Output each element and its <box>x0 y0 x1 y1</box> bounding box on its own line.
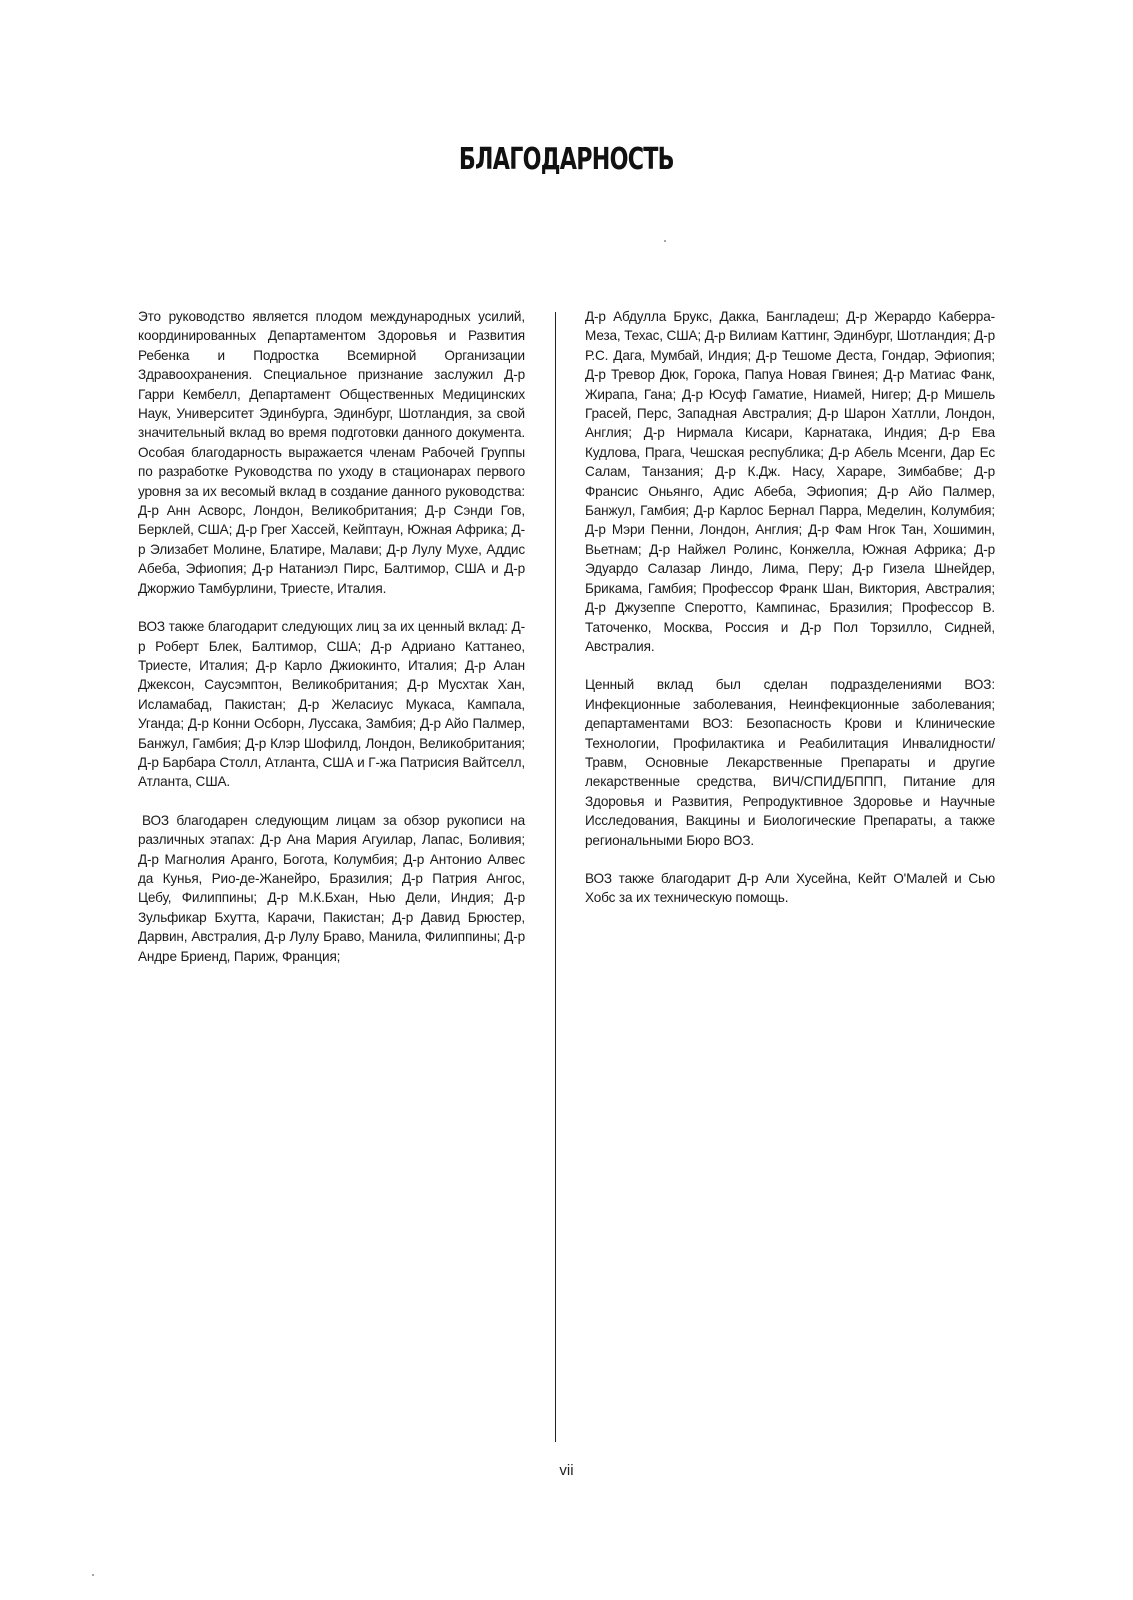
left-column <box>138 307 525 985</box>
scan-speck <box>664 240 666 242</box>
paragraph-who-units: Ценный вклад был сделан подразделениями ВОЗ: Инфекционные заболевания, Неинфекционные заболевания; департаментами ВОЗ: Безопасность Крови и Клинические Технологии, Профилактика и Реабилитация Инвалидности/Травм, Основные Лекарственные Препараты и другие лекарственные средства, ВИЧ/СПИД/БППП, Питание для Здоровья и Развития, Репродуктивное Здоровье и Научные Исследования, Вакцины и Биологические Препараты, а также региональными Бюро ВОЗ. <box>585 677 995 848</box>
scan-speck <box>92 1574 94 1576</box>
page-number: vii <box>559 1462 574 1479</box>
page-title: БЛАГОДАРНОСТЬ <box>458 142 674 177</box>
paragraph-reviewers-continued: Д-р Абдулла Брукс, Дакка, Бангладеш; Д-р Жерардо Каберра-Меза, Техас, США; Д-р Вилиам Каттинг, Эдинбург, Шотландия; Д-р Р.С. Дага, Мумбай, Индия; Д-р Тешоме Деста, Гондар, Эфиопия; Д-р Тревор Дюк, Горока, Папуа Новая Гвинея; Д-р Матиас Фанк, Жирапа, Гана; Д-р Юсуф Гаматие, Ниамей, Нигер; Д-р Мишель Грасей, Перс, Западная Австралия; Д-р Шарон Хатлли, Лондон, Англия; Д-р Нирмала Кисари, Карнатака, Индия; Д-р Ева Кудлова, Прага, Чешская республика; Д-р Абель Мсенги, Дар Ес Салам, Танзания; Д-р К.Дж. Насу, Хараре, Зимбабве; Д-р Франсис Оньянго, Адис Абеба, Эфиопия; Д-р Айо Палмер, Банжул, Гамбия; Д-р Карлос Бернал Парра, Меделин, Колумбия; Д-р Мэри Пенни, Лондон, Англия; Д-р Фам Нгок Тан, Хошимин, Вьетнам; Д-р Найжел Ролинс, Конжелла, Южная Африка; Д-р Эдуардо Салазар Линдо, Лима, Перу; Д-р Гизела Шнейдер, Брикама, Гамбия; Профессор Франк Шан, Виктория, Австралия; Д-р Джузеппе Сперотто, Кампинас, Бразилия; Профессор В. Таточенко, Москва, Россия и Д-р Пол Торзилло, Сидней, Австралия. <box>585 309 995 654</box>
paragraph-reviewers: ВОЗ благодарен следующим лицам за обзор рукописи на различных этапах: Д-р Ана Мария Агуилар, Лапас, Боливия; Д-р Магнолия Аранго, Богота, Колумбия; Д-р Антонио Алвес да Кунья, Рио-де-Жанейро, Бразилия; Д-р Патрия Ангос, Цебу, Филиппины; Д-р М.К.Бхан, Нью Дели, Индия; Д-р Зульфикар Бхутта, Карачи, Пакистан; Д-р Давид Брюстер, Дарвин, Австралия, Д-р Лулу Браво, Манила, Филиппины; Д-р Андре Бриенд, Париж, Франция; <box>138 812 525 964</box>
paragraph-technical-help: ВОЗ также благодарит Д-р Али Хусейна, Кейт О'Малей и Сью Хобс за их техническую помощь. <box>585 870 995 906</box>
paragraph-intro: Это руководство является плодом международных усилий, координированных Департаментом Здоровья и Развития Ребенка и Подростка Всемирной Организации Здравоохранения. Специальное признание заслужил Д-р Гарри Кембелл, Департамент Общественных Медицинских Наук, Университет Эдинбурга, Эдинбург, Шотландия, за свой значительный вклад во время подготовки данного документа. Особая благодарность выражается членам Рабочей Группы по разработке Руководства по уходу в стационарах первого уровня за их весомый вклад в создание данного руководства: Д-р Анн Асворс, Лондон, Великобритания; Д-р Сэнди Гов, Берклей, США; Д-р Грег Хассей, Кейптаун, Южная Африка; Д-р Элизабет Молине, Блатире, Малави; Д-р Лулу Мухе, Аддис Абеба, Эфиопия; Д-р Натаниэл Пирс, Балтимор, США и Д-р Джоржио Тамбурлини, Триесте, Италия. <box>138 309 525 596</box>
right-column <box>585 307 995 927</box>
column-divider <box>555 312 556 1442</box>
paragraph-contributors: ВОЗ также благодарит следующих лиц за их ценный вклад: Д-р Роберт Блек, Балтимор, США; Д-р Адриано Каттанео, Триесте, Италия; Д-р Карло Джиокинто, Италия; Д-р Алан Джексон, Саусэмптон, Великобритания; Д-р Мусхтак Хан, Исламабад, Пакистан; Д-р Желасиус Мукаса, Кампала, Уганда; Д-р Конни Осборн, Луссака, Замбия; Д-р Айо Палмер, Банжул, Гамбия; Д-р Клэр Шофилд, Лондон, Великобритания; Д-р Барбара Столл, Атланта, США и Г-жа Патрисия Вайтселл, Атланта, США. <box>138 619 525 790</box>
